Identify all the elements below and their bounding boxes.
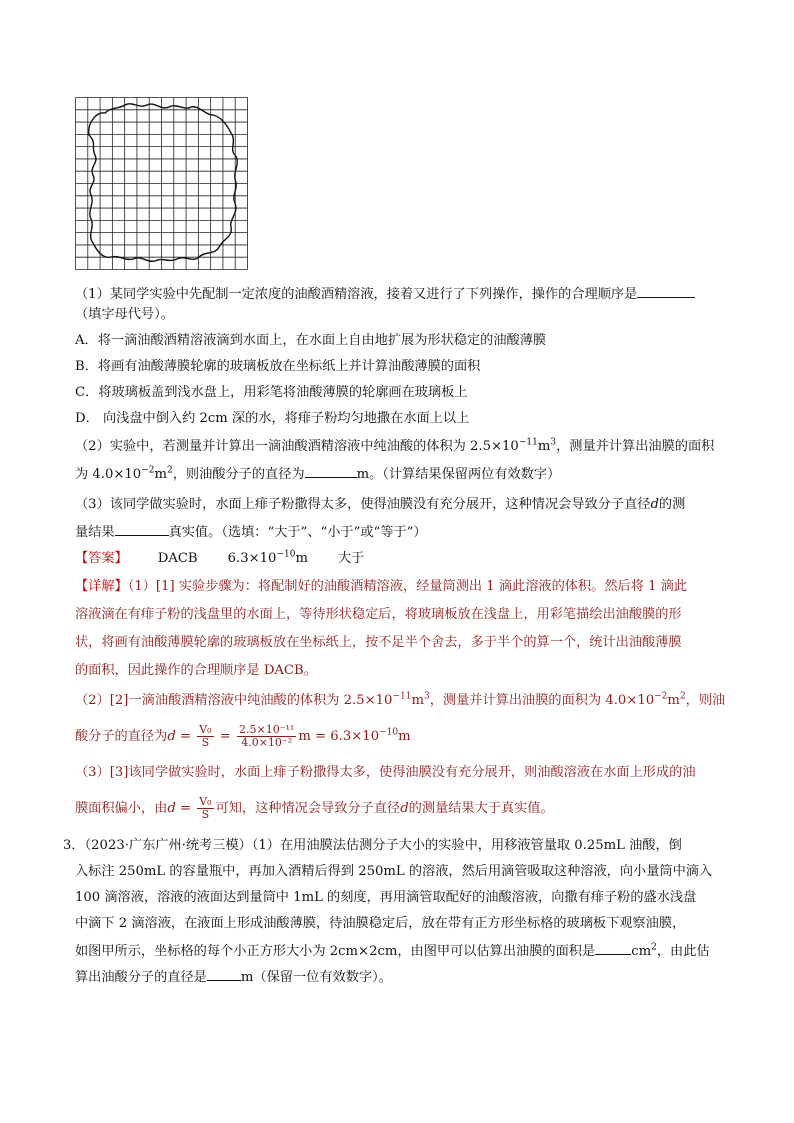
problem-3-line-6: 算出油酸分子的直径是 m（保留一位有效数字）。	[75, 966, 392, 988]
option-d: D． 向浅盘中倒入约 2cm 深的水，将痱子粉均匀地撒在水面上以上	[75, 411, 470, 426]
detail-label: 【详解】	[75, 579, 128, 594]
problem-3-line-2: 入标注 250mL 的容量瓶中，再加入酒精后得到 250mL 的溶液，然后用滴管吸取这种溶液，向小量筒中滴入	[75, 864, 713, 879]
question-1: （1）某同学实验中先配制一定浓度的油酸酒精溶液，接着又进行了下列操作，操作的合理顺序是	[75, 283, 695, 305]
detail-line-3: 状，将画有油酸薄膜轮廓的玻璃板放在坐标纸上，按不足半个舍去，多于半个的算一个，统计出油酸薄膜	[75, 635, 682, 650]
answer-value-2: $6.3\times 10^{-10}m$	[227, 549, 308, 566]
option-b: B．将画有油酸薄膜轮廓的玻璃板放在坐标纸上并计算油酸薄膜的面积	[75, 359, 481, 374]
detail-line-6-formula: 酸分子的直径为d = $\frac{\text{V₀}}{S}$ = $\frac{\text{2.5×10⁻¹¹}}{\text{4.0×10⁻²}}$ $m = 6.3\times 10^{-10}m$	[75, 723, 411, 749]
question-3-cont: 量结果 真实值。（选填：“大于”、“小于”或“等于”）	[75, 521, 427, 543]
problem-3-line-1: 3．（2023·广东广州·统考三模）（1）在用油膜法估测分子大小的实验中，用移液管量取 0.25mL 油酸，倒	[63, 838, 682, 853]
detail-line-8: 膜面积偏小，由d = $\frac{\text{V₀}}{S}$ 可知，这种情况会导致分子直径d的测量结果大于真实值。	[75, 795, 554, 821]
oil-film-outline	[89, 104, 238, 261]
option-a: A．将一滴油酸酒精溶液滴到水面上，在水面上自由地扩展为形状稳定的油酸薄膜	[75, 333, 547, 348]
detail-line-7: （3）[3]该同学做实验时，水面上痱子粉撒得太多，使得油膜没有充分展开，则油酸溶液在水面上形成的油	[75, 765, 696, 780]
answer-label: 【答案】	[75, 551, 128, 566]
problem-3-line-3: 100 滴溶液，溶液的液面达到量筒中 1mL 的刻度，再用滴管取配好的油酸溶液，向撒有痱子粉的盛水浅盘	[75, 890, 697, 905]
option-c: C．将玻璃板盖到浅水盘上，用彩笔将油酸薄膜的轮廓画在玻璃板上	[75, 385, 468, 400]
fraction-values: $\frac{\text{2.5×10⁻¹¹}}{\text{4.0×10⁻²}}$	[239, 723, 295, 749]
question-3: （3）该同学做实验时，水面上痱子粉撒得太多，使得油膜没有充分展开，这种情况会导致分子直径d的测	[75, 497, 686, 512]
answer-blank-1[interactable]	[637, 283, 695, 298]
fraction-v0-over-s-2: $\frac{\text{V₀}}{S}$	[199, 795, 212, 821]
detail-line-1: 【详解】（1）[1] 实验步骤为：将配制好的油酸酒精溶液，经量筒测出 1 滴此溶液的体积。然后将 1 滴此	[75, 579, 688, 594]
fraction-v0-over-s: $\frac{\text{V₀}}{S}$	[199, 723, 212, 749]
answer-value-3: 大于	[337, 551, 365, 566]
answer-blank-2[interactable]	[305, 463, 357, 478]
answer-blank-diameter[interactable]	[207, 966, 241, 981]
oil-film-grid-figure	[75, 97, 248, 270]
question-2-cont: 为 $4.0\times 10^{-2}m^2$，则油酸分子的直径为 m。（计算结果保留两位有效数字）	[75, 463, 560, 485]
detail-line-5: （2）[2]一滴油酸酒精溶液中纯油酸的体积为 $2.5\times 10^{-11}m^3$，测量并计算出油膜的面积为 $4.0\times 10^{-2}m^2$，则油	[75, 691, 726, 708]
question-2: （2）实验中，若测量并计算出一滴油酸酒精溶液中纯油酸的体积为 $2.5\times 10^{-11}m^3$，测量并计算出油膜的面积	[75, 437, 715, 454]
problem-3-line-5: 如图甲所示，坐标格的每个小正方形大小为 2cm×2cm，由图甲可以估算出油膜的面积是 $cm^2$，由此估	[75, 940, 710, 962]
answer-blank-3[interactable]	[115, 521, 169, 536]
detail-line-4: 的面积，因此操作的合理顺序是 DACB。	[75, 663, 317, 678]
answer-value-1: DACB	[157, 551, 198, 566]
answer-row	[75, 549, 364, 569]
problem-3-line-4: 中滴下 2 滴溶液，在液面上形成油酸薄膜，待油膜稳定后，放在带有正方形坐标格的玻璃板下观察油膜，	[75, 916, 686, 931]
question-1-tail: （填字母代号）。	[75, 307, 174, 322]
answer-blank-area[interactable]	[595, 940, 631, 955]
detail-line-2: 溶液滴在有痱子粉的浅盘里的水面上，等待形状稳定后，将玻璃板放在浅盘上，用彩笔描绘出油酸膜的形	[75, 607, 682, 622]
